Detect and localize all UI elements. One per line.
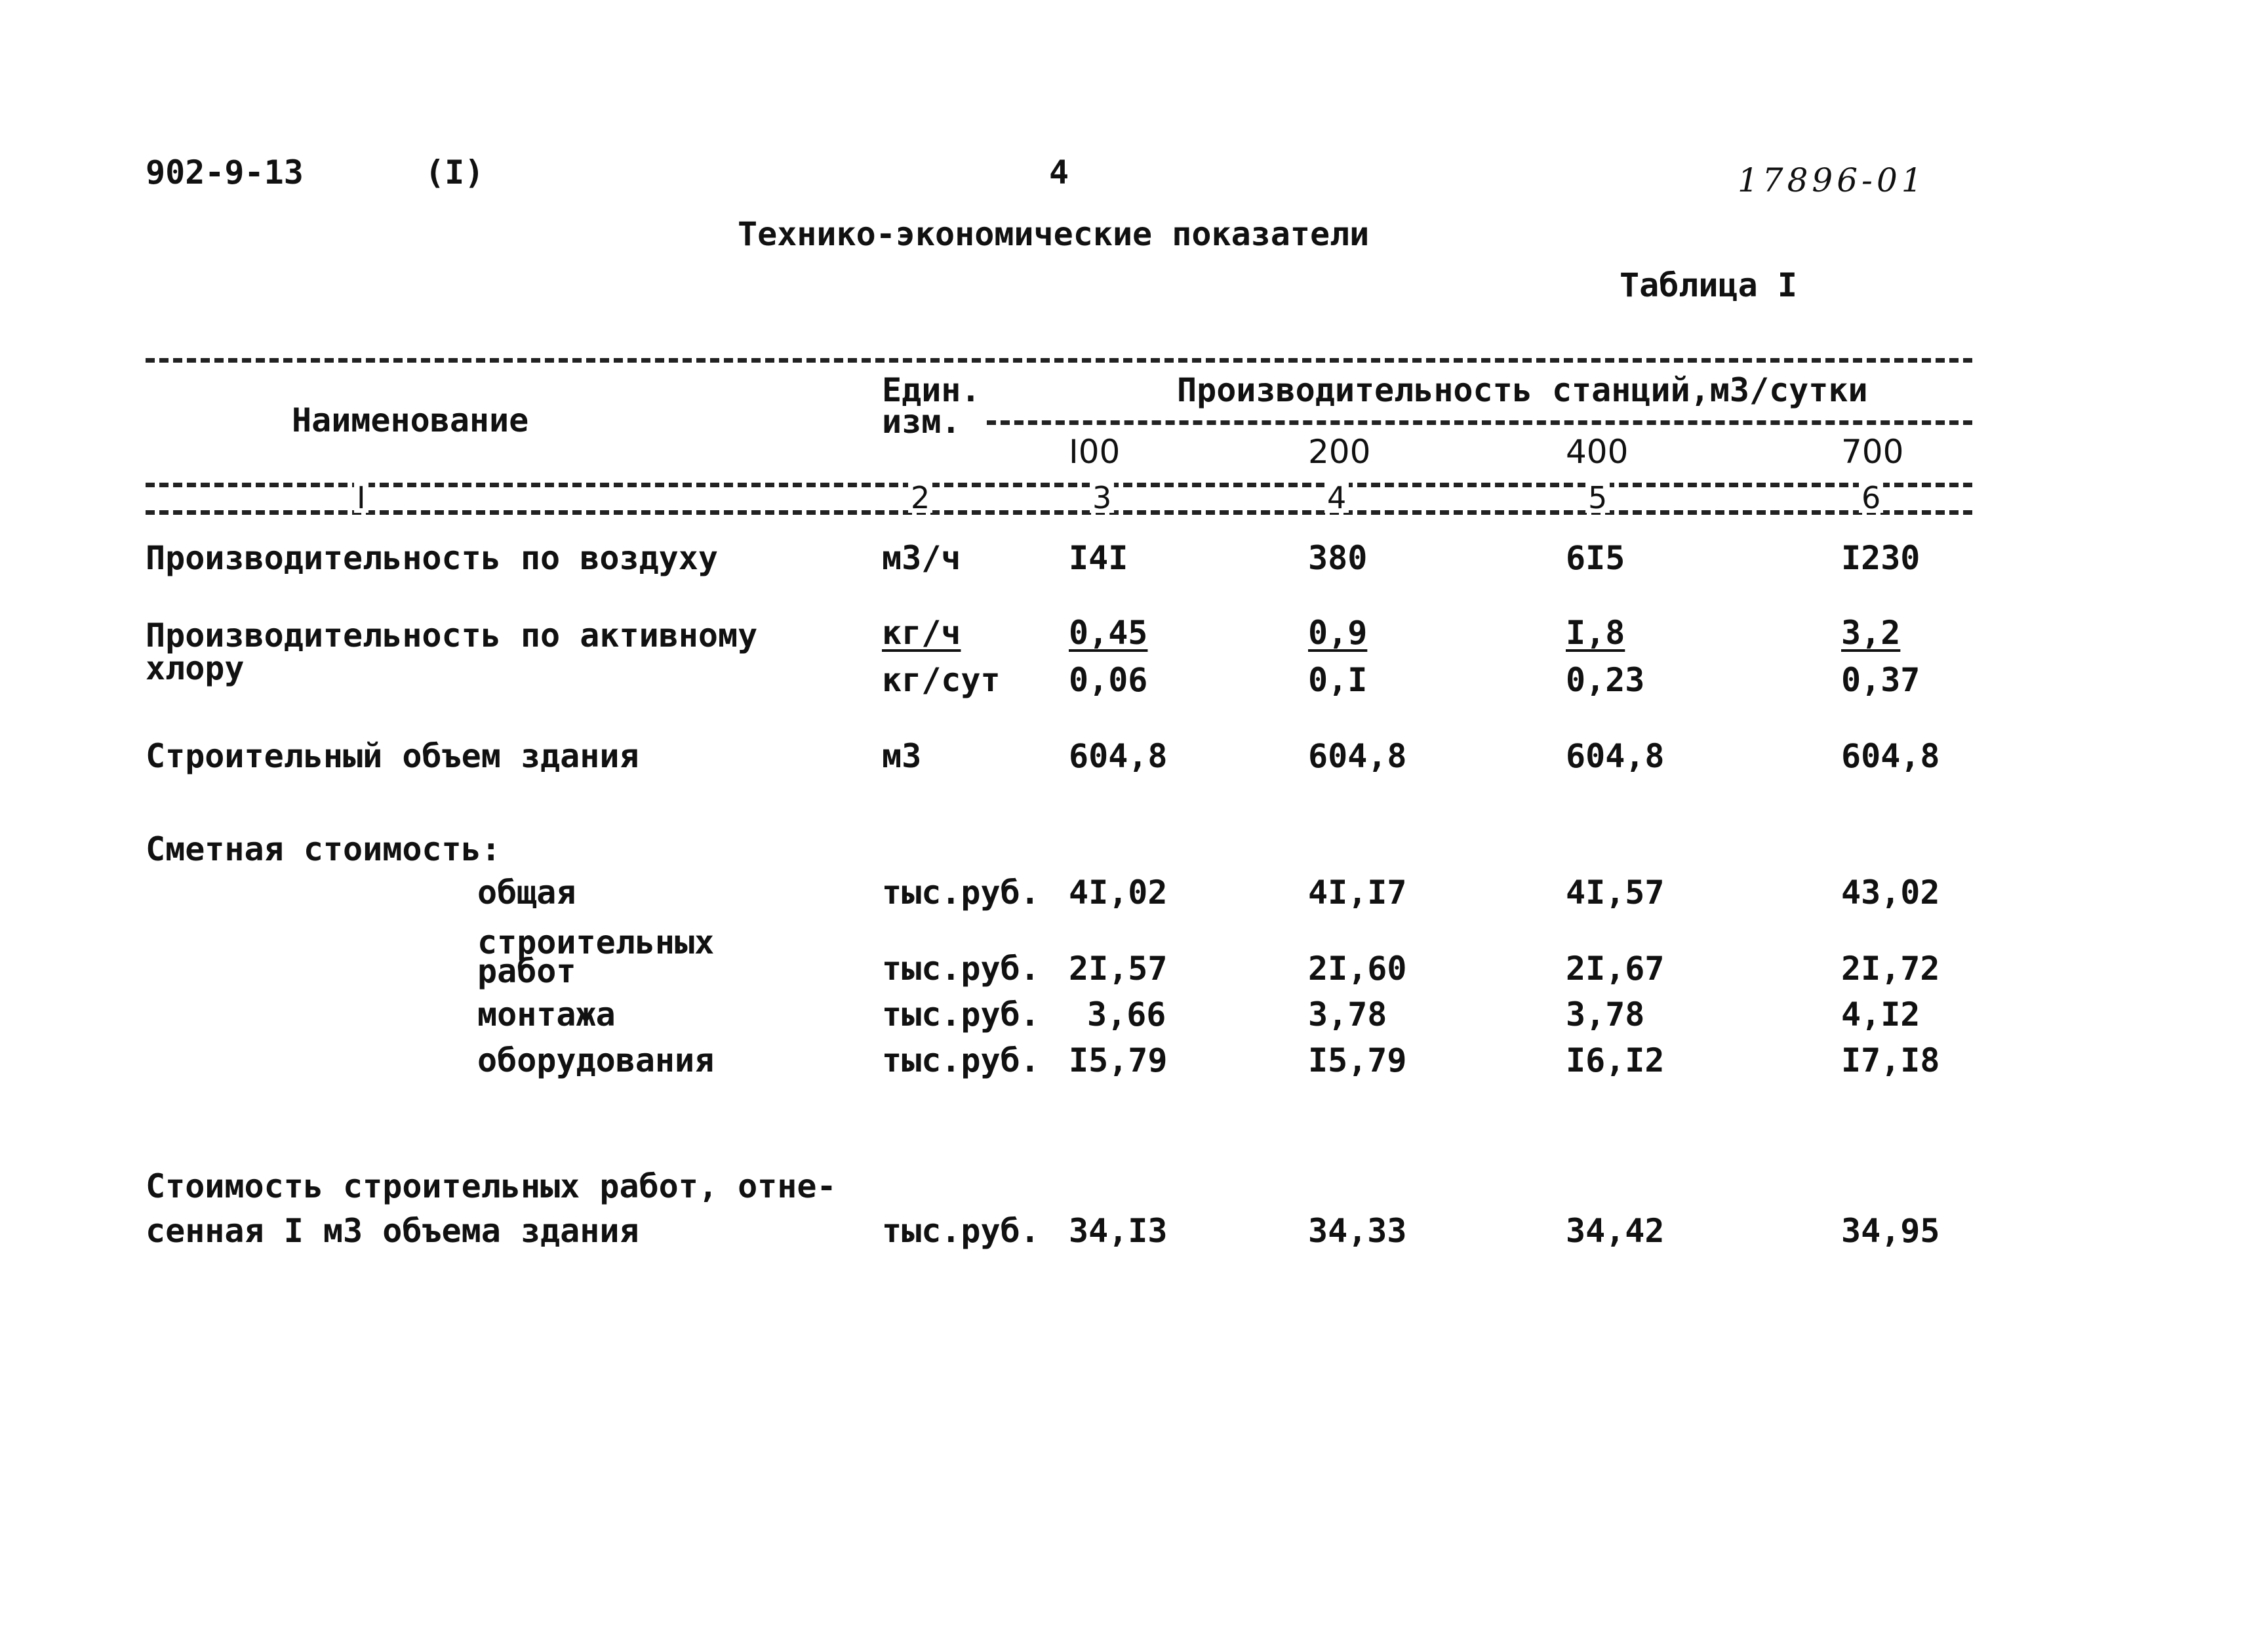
row-construction-value: 2I,57 <box>1069 950 1168 988</box>
col-unit-header-line2: изм. <box>882 403 961 441</box>
row-chlorine-value-bottom: 0,06 <box>1069 661 1148 699</box>
row-installation-name: монтажа <box>477 995 616 1034</box>
table-label: Таблица I <box>1620 266 1797 304</box>
capacity-header: Производительность станций,м3/сутки <box>1177 371 1868 409</box>
row-total-unit: тыс.руб. <box>882 874 1040 912</box>
doc-code: 902-9-13 <box>146 153 304 191</box>
row-volume-value: 604,8 <box>1308 737 1407 775</box>
row-volume-value: 604,8 <box>1841 737 1940 775</box>
row-equipment-value: I5,79 <box>1069 1041 1168 1079</box>
row-equipment-value: I6,I2 <box>1566 1041 1665 1079</box>
inventory-number: 17896-01 <box>1738 161 1926 199</box>
row-equipment-name: оборудования <box>477 1041 715 1079</box>
column-number-1: I <box>354 483 368 513</box>
row-cost-per-m3-value: 34,33 <box>1308 1212 1407 1250</box>
capacity-header-rule <box>987 420 1972 425</box>
row-construction-value: 2I,60 <box>1308 950 1407 988</box>
row-cost-per-m3-unit: тыс.руб. <box>882 1212 1040 1250</box>
row-volume-value: 604,8 <box>1566 737 1665 775</box>
column-number-5: 5 <box>1585 483 1610 513</box>
row-chlorine-value-top: 0,45 <box>1069 614 1148 652</box>
column-number-4: 4 <box>1324 483 1349 513</box>
row-air-value: 380 <box>1308 539 1368 577</box>
column-number-2: 2 <box>908 483 932 513</box>
row-total-value: 4I,I7 <box>1308 874 1407 912</box>
table-top-rule <box>146 358 1972 363</box>
row-chlorine-name-line2: хлору <box>146 649 245 687</box>
row-air-value: 6I5 <box>1566 539 1625 577</box>
col-unit-header-line1: Един. <box>882 371 981 409</box>
column-numbers-top-rule <box>146 483 1972 487</box>
row-total-value: 4I,02 <box>1069 874 1168 912</box>
row-construction-unit: тыс.руб. <box>882 950 1040 988</box>
row-total-value: 43,02 <box>1841 874 1940 912</box>
row-chlorine-unit-top: кг/ч <box>882 614 961 652</box>
row-total-value: 4I,57 <box>1566 874 1665 912</box>
row-installation-value: 3,78 <box>1566 995 1645 1034</box>
row-air-name: Производительность по воздуху <box>146 539 718 577</box>
column-number-3: 3 <box>1090 483 1114 513</box>
row-air-value: I230 <box>1841 539 1920 577</box>
page-title: Технико-экономические показатели <box>738 215 1370 253</box>
row-equipment-value: I7,I8 <box>1841 1041 1940 1079</box>
col-name-header: Наименование <box>292 401 529 439</box>
capacity-100: I00 <box>1069 433 1121 471</box>
row-construction-value: 2I,67 <box>1566 950 1665 988</box>
row-chlorine-value-bottom: 0,23 <box>1566 661 1645 699</box>
row-cost-per-m3-name-line2: сенная I м3 объема здания <box>146 1212 639 1250</box>
row-cost-per-m3-name-line1: Стоимость строительных работ, отне- <box>146 1167 837 1205</box>
capacity-700: 700 <box>1841 433 1904 471</box>
row-chlorine-value-bottom: 0,I <box>1308 661 1368 699</box>
row-cost-per-m3-value: 34,I3 <box>1069 1212 1168 1250</box>
row-cost-per-m3-value: 34,42 <box>1566 1212 1665 1250</box>
capacity-200: 200 <box>1308 433 1371 471</box>
column-numbers-bottom-rule <box>146 510 1972 515</box>
row-chlorine-value-top: I,8 <box>1566 614 1625 652</box>
row-equipment-unit: тыс.руб. <box>882 1041 1040 1079</box>
row-chlorine-value-bottom: 0,37 <box>1841 661 1920 699</box>
capacity-400: 400 <box>1566 433 1629 471</box>
part-number: (I) <box>425 153 485 191</box>
row-chlorine-name-line1: Производительность по активному <box>146 616 758 654</box>
row-construction-name-line1: строительных <box>477 923 715 961</box>
row-cost-per-m3-value: 34,95 <box>1841 1212 1940 1250</box>
row-total-name: общая <box>477 874 576 912</box>
row-installation-value: 3,66 <box>1087 995 1166 1034</box>
row-air-value: I4I <box>1069 539 1128 577</box>
row-equipment-value: I5,79 <box>1308 1041 1407 1079</box>
row-installation-value: 4,I2 <box>1841 995 1920 1034</box>
column-number-6: 6 <box>1859 483 1883 513</box>
page-number: 4 <box>1049 153 1069 191</box>
row-air-unit: м3/ч <box>882 539 961 577</box>
row-volume-value: 604,8 <box>1069 737 1168 775</box>
row-chlorine-unit-bottom: кг/сут <box>882 661 1001 699</box>
row-chlorine-value-top: 0,9 <box>1308 614 1368 652</box>
row-volume-unit: м3 <box>882 737 922 775</box>
row-installation-value: 3,78 <box>1308 995 1387 1034</box>
row-chlorine-value-top: 3,2 <box>1841 614 1901 652</box>
row-construction-value: 2I,72 <box>1841 950 1940 988</box>
row-installation-unit: тыс.руб. <box>882 995 1040 1034</box>
row-volume-name: Строительный объем здания <box>146 737 639 775</box>
row-construction-name-line2: работ <box>477 952 576 990</box>
section-estimated-cost: Сметная стоимость: <box>146 830 501 868</box>
